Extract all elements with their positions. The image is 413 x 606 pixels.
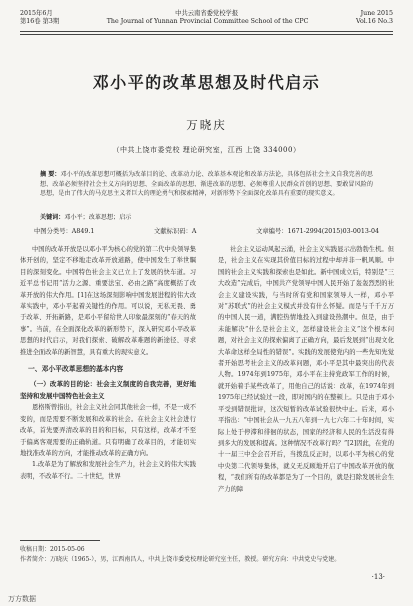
- footnote: [20, 545, 393, 564]
- clc-number: 中图分类号：A849.1: [34, 228, 95, 235]
- header-volume-left: 第16卷 第3期: [20, 18, 60, 25]
- journal-name-cn: 中共云南省委党校学报: [175, 10, 239, 17]
- section-heading: 一、邓小平改革思想的基本内容: [28, 365, 124, 374]
- header-date-right: June 2015: [360, 10, 393, 17]
- header-rule-thick: [20, 31, 393, 32]
- watermark: 万方数据: [8, 595, 36, 603]
- abstract-text: 邓小平的改革思想可概括为改革目的论、改革动力论、改革基本观论和改革方法论，具体包括社会主义自我完善的思想、改革必须坚持社会主义方向的思想、全面改革的思想、渐进改革的思想、必须尊重人民群众首创的思想、要敢冒风险的思想，是由了伟大的马克思主义者巨大的理论勇气和探索精神，对新形势下全面深化改革具有重要的现实意义。: [40, 171, 374, 198]
- journal-name-en: The Journal of Yunnan Provincial Committee School of the CPC: [106, 18, 309, 25]
- body-column-left: [20, 244, 196, 482]
- body-paragraph: 1.改革是为了解放和发展社会生产力，社会主义的伟大实践表明，不改革不行。二十世纪，世界: [20, 461, 196, 480]
- header-volume-right: Vol.16 No.3: [355, 18, 393, 25]
- document-code: 文献标识码：A: [154, 228, 197, 235]
- abstract-label: 摘 要：: [40, 171, 61, 178]
- author-name: 万晓庆: [186, 118, 227, 132]
- body-paragraph: 恩格斯曾指出，社会主义社会同其他社会一样，不是一成不变的，而是需要不断发展和改革的社会。在社会主义社会进行改革，首先要弄清改革的目的和目标，只有这样，改革才不至于偏离客观需要的正确轨道。只有明确了改革目的，才能切实地找准改革的方向，才能推动改革的正确方向。: [20, 404, 196, 457]
- header-rule-thin: [20, 34, 393, 35]
- received-date: 收稿日期：2015-05-06: [20, 546, 85, 553]
- article-number: 文章编号：1671-2994(2015)03-0013-04: [256, 228, 379, 235]
- body-paragraph: 社会主义运动风起云涌，社会主义实践显示出勃勃生机。但是，社会主义在实现其价值目标的过程中却并非一帆风顺。中国的社会主义实践和探索也是如此。新中国成立后，特别是“三大改造”完成后，中国共产党领导中国人民开始了轰轰烈烈的社会主义建设实践，与当时所有党和国家领导人一样，邓小平对“苏联式”的社会主义模式并没有什么怀疑。而是与千千万万的中国人民一道，满腔热情地投入到建设热潮中。但是，由于未能解决“什么是社会主义，怎样建设社会主义”这个根本问题，对社会主义的探索偏离了正确方向，最后发展到“出现文化大革命这样全局性的错误”。实践的发展使党内的一些先知先觉者开始思考社会主义的改革问题，邓小平是其中最突出的代表人物。1974年到1975年，邓小平在主持党政军工作的时候，就开始着手某些改革了，用他自己的话说：改革，在1974年到1975年已经试验过一段，即对国内的在整顿上。只是由于邓小平受到错误批评，这次短暂的改革试验很快中止。后来，邓小平指出：“中国社会从一九五八年到一九七六年二十年时间，实际上处于停滞和徘徊的状态，国家的经济和人民的生活没有得到多大的发展和提高。这种情况不改革行吗？”[2]因此，在党的十一届三中全会召开后，当拨乱反正时，以邓小平为核心的党中央第二代领导集体，就义无反顾地开启了中国改革开放的航程，“我们所有的改革都是为了一个目的，就是扫除发展社会生产力的障: [218, 246, 394, 493]
- article-title: 邓小平的改革思想及时代启示: [92, 73, 321, 92]
- keywords-text: 邓小平；改革思想；启示: [64, 214, 132, 221]
- author-bio: 作者简介：万晓庆（1965-），男，江西南昌人，中共上饶市委党校理论研究室主任，教授。研究方向：中共党史与党建。: [20, 555, 341, 563]
- running-header: [20, 10, 393, 26]
- classification-line: [34, 226, 379, 235]
- body-column-right: [218, 244, 394, 495]
- abstract: [40, 170, 373, 199]
- footnote-rule: [20, 540, 100, 541]
- author-affiliation: （中共上饶市委党校 理论研究室，江西 上饶 334000）: [112, 146, 301, 154]
- intro-paragraph: 中国的改革开放是以邓小平为核心的党的第二代中央领导集体开创的，坚定不移地走改革开放道路，使中国发生了举世瞩目的深刻变化。中国特色社会主义已立上了发展的快车道。习近平总书记用“活力之源、重要法宝、必由之路”高度概括了改革开放的伟大作用。[1]在这场深刻影响中国发展进程的伟大改革实践中，邓小平起着关键性的作用。可以说，无私无畏、勇于改革、开拓新路，是邓小平留给世人印象最深刻的“春天的故事”。当前，在全面深化改革的新形势下，深入研究邓小平改革思想的时代启示，对我们探索、破解改革难题的新途径、寻求推进全面改革的新智慧，具有重大的现实意义。: [20, 246, 196, 356]
- page-number: ·13·: [371, 573, 385, 581]
- keywords: [40, 212, 373, 221]
- keywords-label: 关键词：: [40, 214, 65, 221]
- header-date-left: 2015年6月: [20, 10, 53, 17]
- subsection-heading: （一）改革的目的论：社会主义制度的自我完善，更好地坚持和发展中国特色社会主义: [20, 380, 196, 400]
